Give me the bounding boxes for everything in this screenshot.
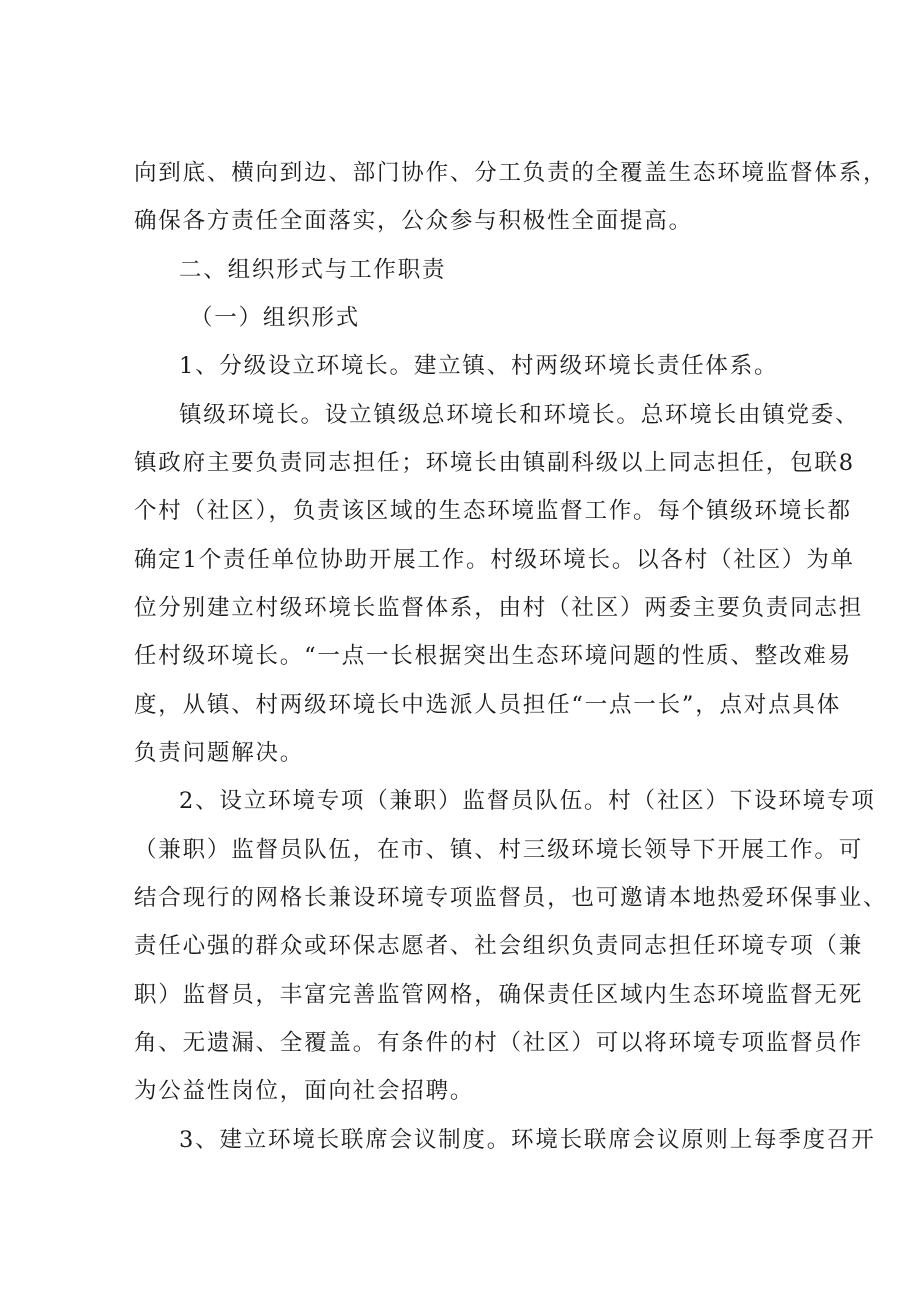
body-text-line: 确定1个责任单位协助开展工作。村级环境长。以各村（社区）为单 <box>134 547 855 573</box>
body-text-line: 责任心强的群众或环保志愿者、社会组织负责同志担任环境专项（兼 <box>134 933 864 959</box>
body-text-line: 确保各方责任全面落实，公众参与积极性全面提高。 <box>134 208 693 234</box>
body-text-line: 负责问题解决。 <box>134 740 305 766</box>
body-text-line: 3、建立环境长联席会议制度。环境长联席会议原则上每季度召开 <box>179 1127 876 1153</box>
body-text-line: 个村（社区），负责该区域的生态环境监督工作。每个镇级环境长都 <box>134 498 852 524</box>
subsection-heading: （一）组织形式 <box>190 305 361 331</box>
body-text-line: 任村级环境长。“一点一长根据突出生态环境问题的性质、整改难易 <box>134 643 853 669</box>
body-text-line: 镇级环境长。设立镇级总环境长和环境长。总环境长由镇党委、 <box>179 402 860 428</box>
body-text-line: 位分别建立村级环境长监督体系，由村（社区）两委主要负责同志担 <box>134 595 864 621</box>
body-text-line: 镇政府主要负责同志担任；环境长由镇副科级以上同志担任，包联8 <box>134 450 855 476</box>
body-text-line: 度，从镇、村两级环境长中选派人员担任“一点一长”，点对点具体 <box>134 692 842 718</box>
body-text-line: 结合现行的网格长兼设环境专项监督员，也可邀请本地热爱环保事业、 <box>134 885 888 911</box>
body-text-line: 职）监督员，丰富完善监管网格，确保责任区域内生态环境监督无死 <box>134 982 864 1008</box>
section-heading: 二、组织形式与工作职责 <box>179 257 447 283</box>
body-text-line: 向到底、横向到边、部门协作、分工负责的全覆盖生态环境监督体系， <box>134 160 888 186</box>
body-text-line: 2、设立环境专项（兼职）监督员队伍。村（社区）下设环境专项 <box>179 788 876 814</box>
body-text-line: 角、无遗漏、全覆盖。有条件的村（社区）可以将环境专项监督员作 <box>134 1030 864 1056</box>
body-text-line: 为公益性岗位，面向社会招聘。 <box>134 1078 475 1104</box>
body-text-line: （兼职）监督员队伍，在市、镇、村三级环境长领导下开展工作。可 <box>134 837 864 863</box>
body-text-line: 1、分级设立环境长。建立镇、村两级环境长责任体系。 <box>179 353 779 379</box>
